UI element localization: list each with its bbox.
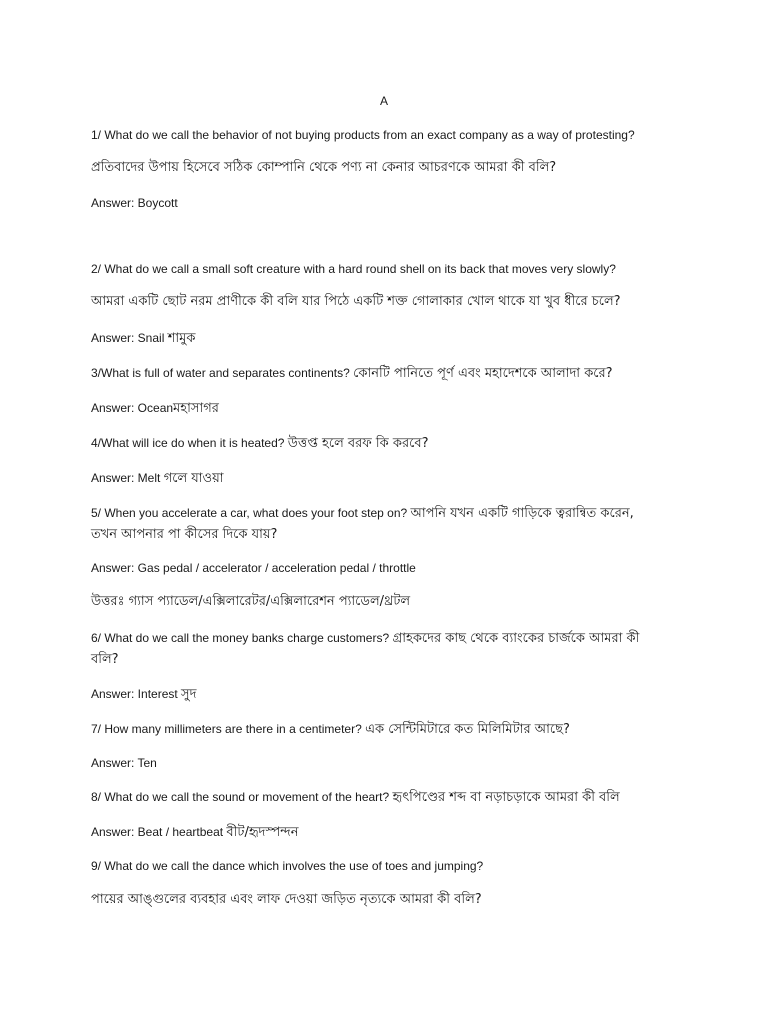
question-7-text: 7/ How many millimeters are there in a centimeter? [91,722,362,736]
question-6-bangla: গ্রাহকদের কাছ থেকে ব্যাংকের চার্জকে আমরা কী বলি? [91,631,640,667]
question-7 [91,721,691,738]
question-5-bangla: আপনি যখন একটি গাড়িকে ত্বরান্বিত করেন, তখন আপনার পা কীসের দিকে যায়? [91,506,634,542]
answer-3 [91,400,691,417]
question-3 [91,365,691,382]
answer-4 [91,470,691,487]
answer-2 [91,330,691,347]
section-heading: A [379,94,388,108]
answer-7: Answer: Ten [91,756,157,770]
answer-8 [91,824,691,841]
question-9-bangla: পায়ের আঙ্গুলের ব্যবহার এবং লাফ দেওয়া জড়িত নৃত্যকে আমরা কী বলি? [91,892,482,907]
answer-6 [91,686,691,703]
answer-1: Answer: Boycott [91,196,178,210]
question-8 [91,789,691,806]
answer-2-bangla: শামুক [167,331,196,346]
answer-3-bangla: মহাসাগর [173,401,219,416]
answer-4-bangla: গলে যাওয়া [163,471,224,486]
question-2-bangla: আমরা একটি ছোট নরম প্রাণীকে কী বলি যার পিঠে একটি শক্ত গোলাকার খোল থাকে যা খুব ধীরে চলে? [91,294,621,309]
question-6-text: 6/ What do we call the money banks charge customers? [91,631,390,645]
answer-2-text: Answer: Snail [91,331,165,345]
question-5-text: 5/ When you accelerate a car, what does your foot step on? [91,506,408,520]
question-6 [91,628,651,670]
answer-6-bangla: সুদ [181,687,197,702]
answer-8-bangla: বীট/হৃদস্পন্দন [226,825,299,840]
answer-5: Answer: Gas pedal / accelerator / acceleration pedal / throttle [91,561,416,575]
question-4-bangla: উত্তপ্ত হলে বরফ কি করবে? [287,436,429,451]
question-8-bangla: হৃৎপিণ্ডের শব্দ বা নড়াচড়াকে আমরা কী বলি [392,790,620,805]
question-4-text: 4/What will ice do when it is heated? [91,436,285,450]
question-1-bangla: প্রতিবাদের উপায় হিসেবে সঠিক কোম্পানি থেকে পণ্য না কেনার আচরণকে আমরা কী বলি? [91,160,557,175]
question-1 [91,127,691,144]
answer-3-text: Answer: Ocean [91,401,174,415]
question-4 [91,435,691,452]
question-3-text: 3/What is full of water and separates continents? [91,366,350,380]
question-2: 2/ What do we call a small soft creature with a hard round shell on its back that moves very slowly? [91,262,616,276]
answer-8-text: Answer: Beat / heartbeat [91,825,224,839]
question-5 [91,503,651,545]
question-9: 9/ What do we call the dance which involves the use of toes and jumping? [91,859,484,873]
answer-5-bangla: উত্তরঃ গ্যাস প্যাডেল/এক্সিলারেটর/এক্সিলারেশন প্যাডেল/থ্রটল [91,594,411,609]
question-8-text: 8/ What do we call the sound or movement of the heart? [91,790,390,804]
question-7-bangla: এক সেন্টিমিটারে কত মিলিমিটার আছে? [365,722,570,737]
answer-6-text: Answer: Interest [91,687,178,701]
answer-4-text: Answer: Melt [91,471,161,485]
question-3-bangla: কোনটি পানিতে পূর্ণ এবং মহাদেশকে আলাদা করে? [353,366,613,381]
question-1-text: 1/ What do we call the behavior of not buying products from an exact company as a way of protesting? [91,128,635,142]
